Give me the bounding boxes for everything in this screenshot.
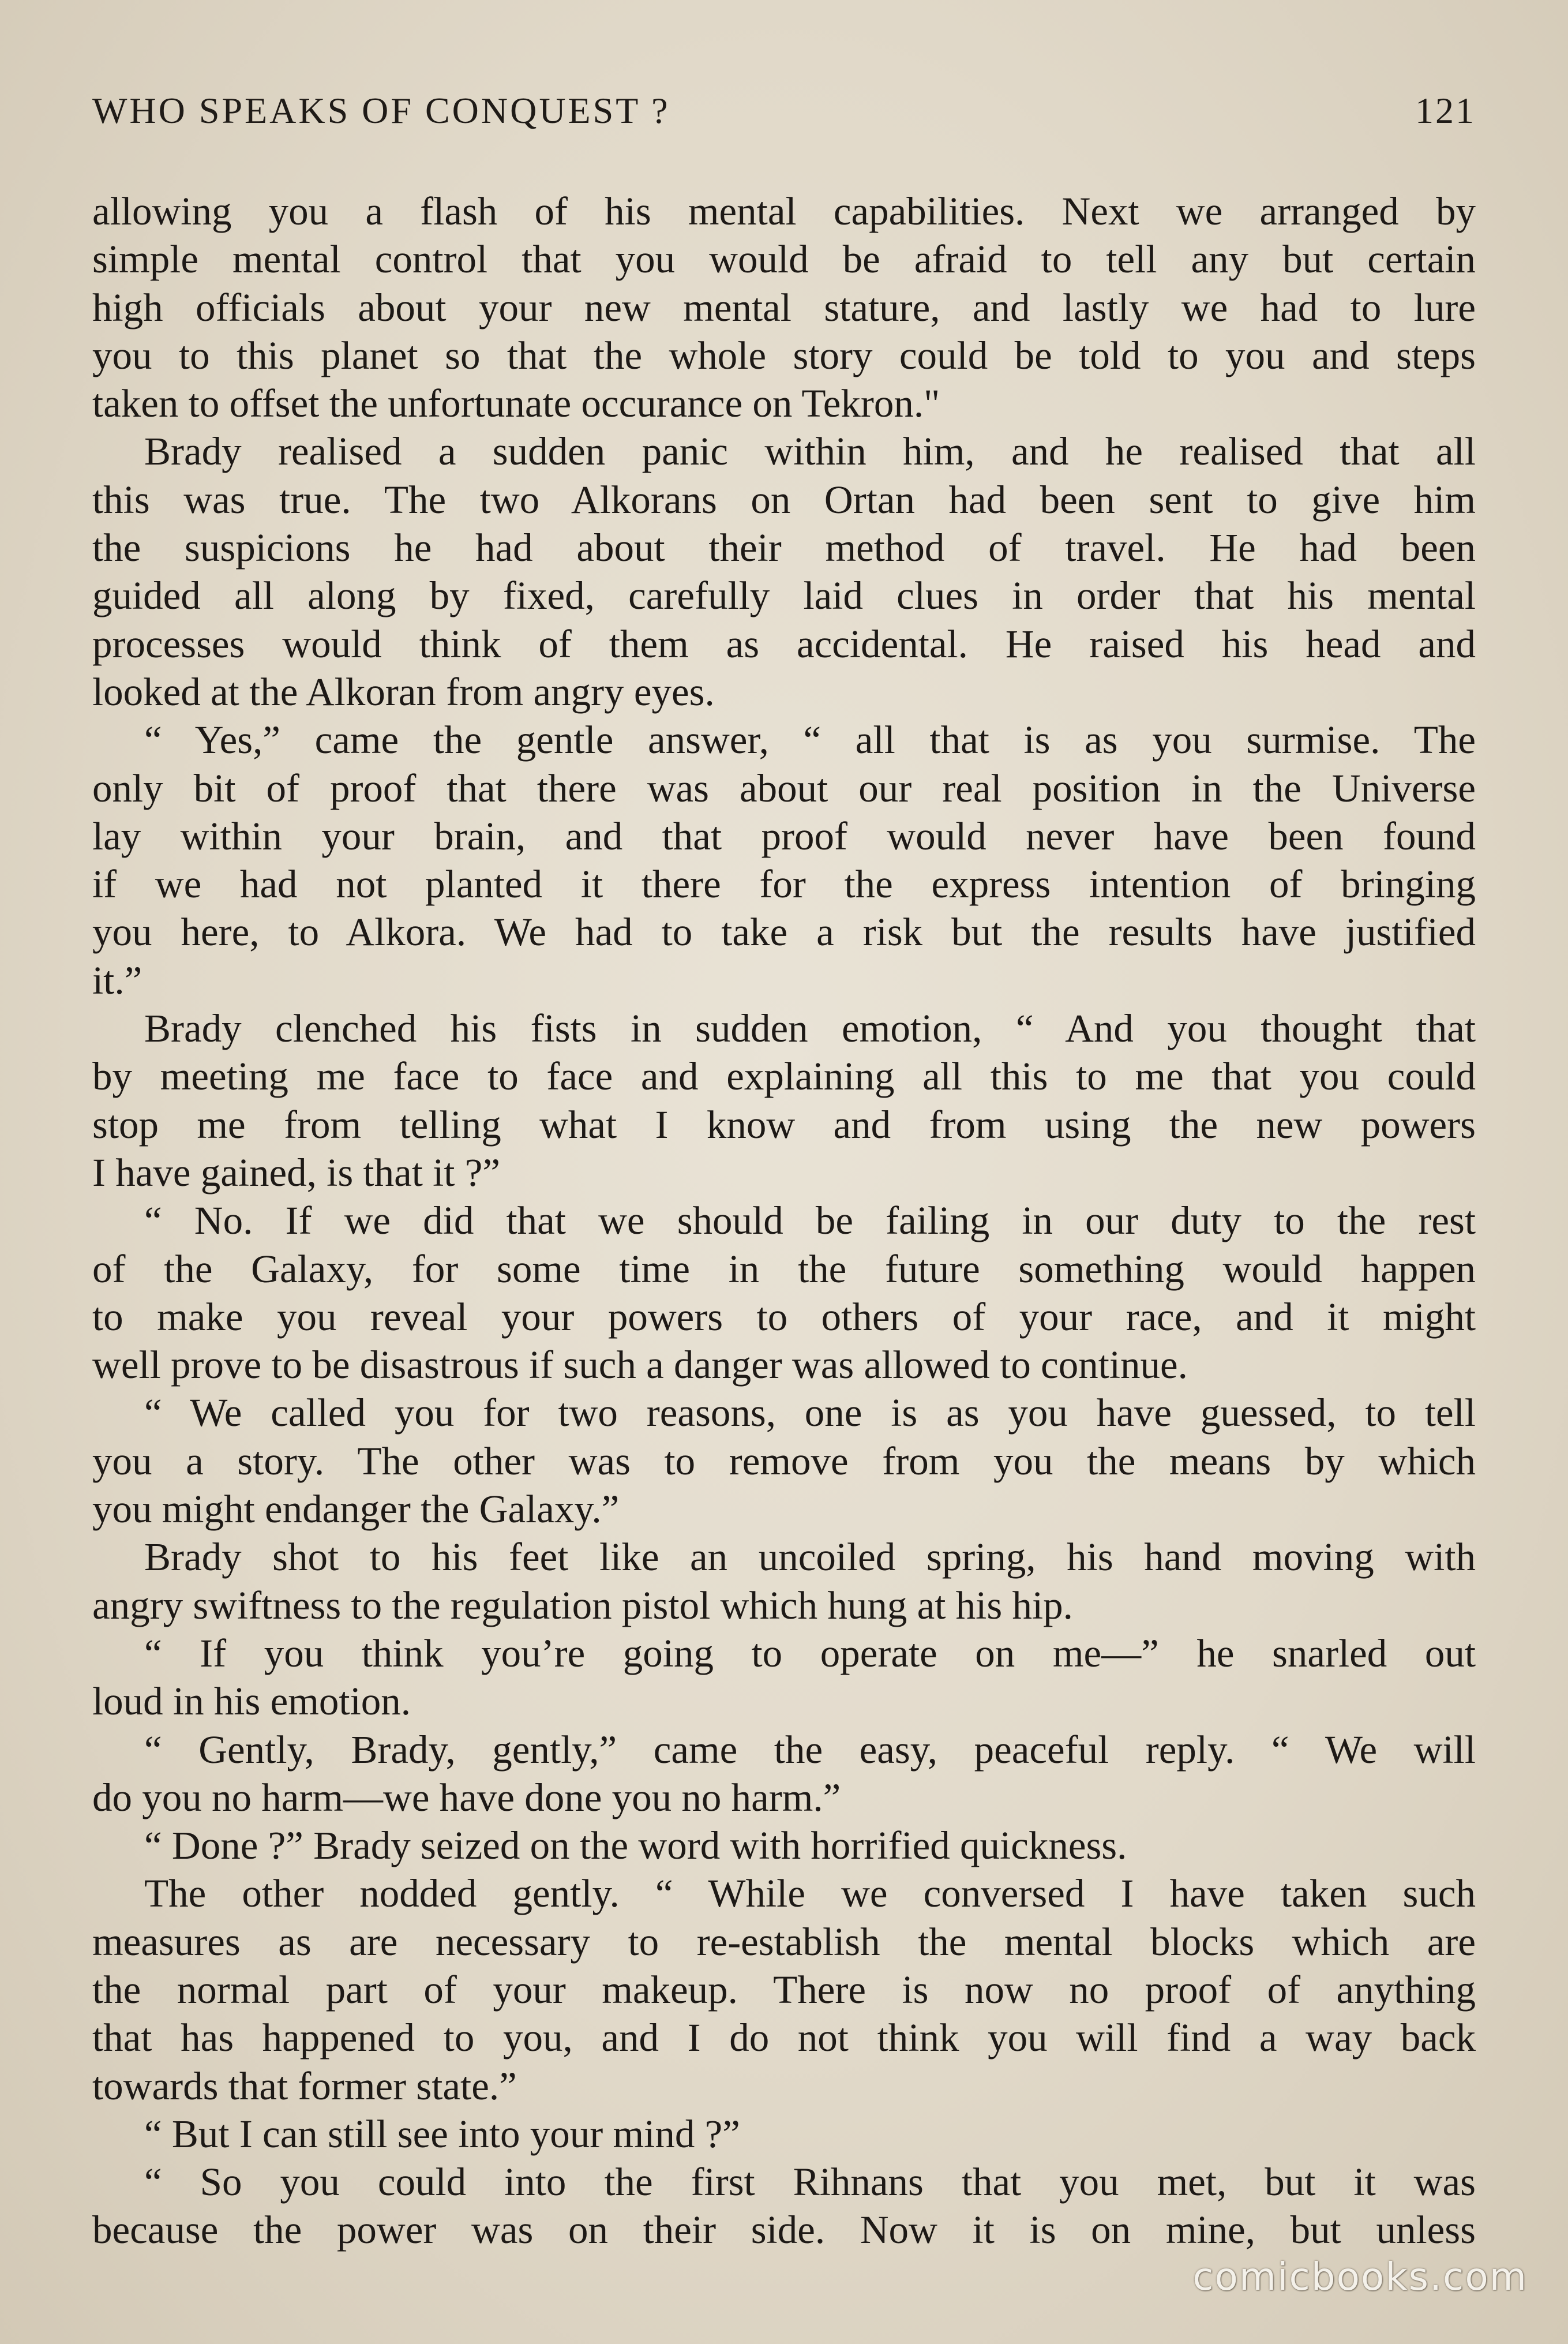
text-line: you to this planet so that the whole story could be told to you and steps (92, 333, 1476, 377)
paragraph (92, 2110, 1476, 2158)
text-line: lay within your brain, and that proof would never have been found (92, 814, 1476, 858)
text-line: “ No. If we did that we should be failing in our duty to the rest (144, 1199, 1476, 1243)
text-line: processes would think of them as accidental. He raised his head and (92, 621, 1476, 666)
text-line: do you no harm—we have done you no harm.” (92, 1775, 841, 1819)
paragraph (92, 716, 1476, 1005)
text-line: high officials about your new mental stature, and lastly we had to lure (92, 285, 1476, 329)
text-line: taken to offset the unfortunate occurance on Tekron." (92, 381, 940, 426)
text-line: to make you reveal your powers to others of your race, and it might (92, 1294, 1476, 1339)
text-line: “ But I can still see into your mind ?” (144, 2111, 740, 2156)
text-line: of the Galaxy, for some time in the future something would happen (92, 1246, 1476, 1291)
text-line: measures as are necessary to re-establish the mental blocks which are (92, 1919, 1476, 1964)
paragraph (92, 1197, 1476, 1389)
paragraph (92, 1822, 1476, 1870)
text-line: stop me from telling what I know and from using the new powers (92, 1102, 1476, 1147)
text-line: “ Done ?” Brady seized on the word with horrified quickness. (144, 1823, 1127, 1868)
paragraph (92, 1726, 1476, 1822)
text-line: angry swiftness to the regulation pistol which hung at his hip. (92, 1583, 1073, 1627)
body-text (92, 188, 1476, 2255)
text-line: The other nodded gently. “ While we conversed I have taken such (144, 1871, 1476, 1916)
paragraph (92, 1005, 1476, 1197)
text-line: if we had not planted it there for the express intention of bringing (92, 862, 1476, 907)
text-line: by meeting me face to face and explaining all this to me that you could (92, 1054, 1476, 1099)
text-line: that has happened to you, and I do not think you will find a way back (92, 2016, 1476, 2060)
text-line: “ If you think you’re going to operate on me—” he snarled out (144, 1631, 1476, 1675)
running-head-title: WHO SPEAKS OF CONQUEST ? (92, 90, 670, 131)
text-line: this was true. The two Alkorans on Ortan had been sent to give him (92, 477, 1476, 522)
text-line: the normal part of your makeup. There is now no proof of anything (92, 1967, 1476, 2012)
watermark-text: comicbooks.com (1192, 2255, 1528, 2299)
text-line: towards that former state.” (92, 2064, 517, 2108)
paragraph (92, 1870, 1476, 2110)
text-line: looked at the Alkoran from angry eyes. (92, 669, 715, 714)
text-line: you a story. The other was to remove from you the means by which (92, 1439, 1476, 1483)
paragraph (92, 428, 1476, 716)
paragraph (92, 1630, 1476, 1726)
text-line: simple mental control that you would be afraid to tell any but certain (92, 237, 1476, 282)
text-line: Brady realised a sudden panic within him, and he realised that all (144, 429, 1476, 474)
text-line: it.” (92, 958, 142, 1002)
paragraph (92, 1533, 1476, 1630)
text-line: “ We called you for two reasons, one is as you have guessed, to tell (144, 1391, 1476, 1435)
paragraph (92, 188, 1476, 428)
text-line: Brady clenched his fists in sudden emotion, “ And you thought that (144, 1006, 1476, 1051)
text-line: well prove to be disastrous if such a danger was allowed to continue. (92, 1343, 1188, 1387)
text-line: you here, to Alkora. We had to take a risk but the results have justified (92, 910, 1476, 954)
text-line: because the power was on their side. Now it is on mine, but unless (92, 2208, 1476, 2252)
paragraph (92, 2158, 1476, 2255)
text-line: loud in his emotion. (92, 1679, 411, 1724)
text-line: “ Yes,” came the gentle answer, “ all that is as you surmise. The (144, 718, 1476, 762)
text-line: “ Gently, Brady, gently,” came the easy, peaceful reply. “ We will (144, 1727, 1476, 1772)
text-line: the suspicions he had about their method of travel. He had been (92, 526, 1476, 570)
text-line: allowing you a flash of his mental capabilities. Next we arranged by (92, 189, 1476, 233)
running-head (92, 89, 1476, 141)
text-line: Brady shot to his feet like an uncoiled spring, his hand moving with (144, 1535, 1476, 1579)
text-line: I have gained, is that it ?” (92, 1150, 500, 1195)
text-line: only bit of proof that there was about our real position in the Universe (92, 766, 1476, 810)
page-number: 121 (1415, 90, 1476, 131)
text-line: “ So you could into the first Rihnans that you met, but it was (144, 2160, 1476, 2204)
text-line: you might endanger the Galaxy.” (92, 1487, 620, 1532)
text-line: guided all along by fixed, carefully laid clues in order that his mental (92, 574, 1476, 618)
paragraph (92, 1389, 1476, 1533)
